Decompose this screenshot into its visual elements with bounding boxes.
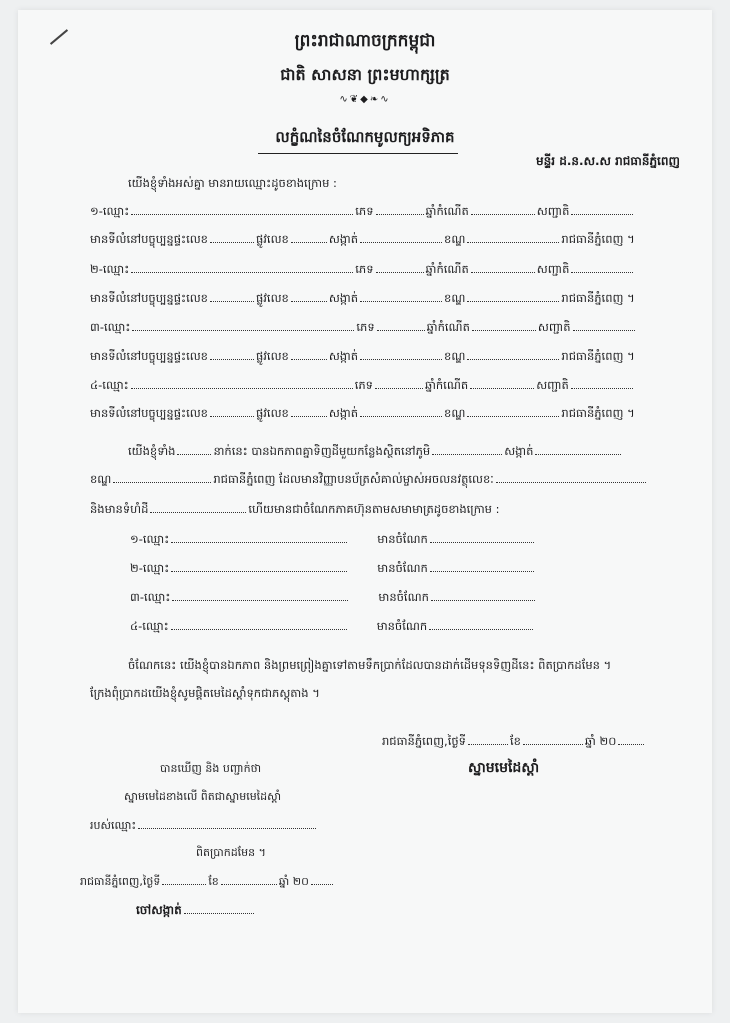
name-label: ៤-ឈ្មោះ [90, 378, 129, 392]
consent-line-1: ចំណែកនេះ យើងខ្ញុំបានឯកភាព និងព្រមព្រៀងគ្នាទៅតាមទឹកប្រាក់ដែលបានដាក់ដើមទុនទិញដីនេះ ពិតប្រាកដមែន ។ [128, 658, 612, 672]
khan-field[interactable] [467, 349, 559, 360]
house-number-label: មានទីលំនៅបច្ចុប្បន្នផ្ទះលេខ [90, 232, 208, 246]
certify-date-city: រាជធានីភ្នំពេញ,ថ្ងៃទី [80, 875, 161, 888]
form-code: មន្ទីរ ដ.ន.ស.ស រាជធានីភ្នំពេញ [536, 154, 680, 168]
nationality-field[interactable] [571, 262, 633, 273]
person-row [90, 378, 635, 395]
share-label: មានចំណែក [378, 590, 429, 604]
name-label: ២-ឈ្មោះ [130, 561, 170, 575]
clerk-signature-field[interactable] [184, 903, 254, 914]
city-label: រាជធានីភ្នំពេញ ។ [561, 406, 635, 420]
certificate-number-field[interactable] [496, 472, 646, 483]
clerk-row [136, 902, 256, 920]
city-label: រាជធានីភ្នំពេញ ។ [561, 291, 635, 305]
sex-field[interactable] [376, 204, 424, 215]
title-underline [258, 153, 458, 154]
birth-year-label: ឆ្នាំកំណើត [425, 204, 469, 218]
share-field[interactable] [429, 619, 533, 630]
house-number-field[interactable] [210, 349, 254, 360]
house-number-label: មានទីលំនៅបច្ចុប្បន្នផ្ទះលេខ [90, 406, 208, 420]
date-line [382, 734, 646, 751]
nationality-label: សញ្ជាតិ [536, 204, 570, 218]
name-field[interactable] [172, 590, 348, 601]
certify-month-field[interactable] [221, 874, 277, 885]
month-label: ខែ [509, 734, 521, 748]
khan-label: ខណ្ឌ [444, 406, 466, 420]
nationality-label: សញ្ជាតិ [537, 320, 571, 334]
birth-year-field[interactable] [471, 262, 535, 273]
name-field[interactable] [171, 619, 347, 630]
house-number-field[interactable] [210, 291, 254, 302]
year-field[interactable] [618, 734, 644, 745]
village-field[interactable] [432, 444, 502, 455]
certify-true-label: ពិតប្រាកដមែន ។ [196, 846, 266, 859]
house-number-label: មានទីលំនៅបច្ចុប្បន្នផ្ទះលេខ [90, 349, 208, 363]
share-text: ហើយមានជាចំណែកភាគហ៊ុនតាមសមាមាត្រដូចខាងក្រោម : [248, 502, 500, 516]
agreement-line-1 [128, 444, 623, 461]
street-label: ផ្លូវលេខ [255, 349, 289, 363]
sex-field[interactable] [376, 262, 424, 273]
street-field[interactable] [291, 232, 327, 243]
sangkat-label: សង្កាត់ [328, 406, 359, 420]
address-row [90, 291, 635, 308]
share-field[interactable] [430, 532, 534, 543]
document-title: លក្ខំណនៃចំណែកមូលក្យអទិភាគ [275, 128, 455, 146]
sangkat-label: សង្កាត់ [328, 349, 359, 363]
khan-field[interactable] [467, 291, 559, 302]
share-row [130, 532, 536, 549]
name-field[interactable] [171, 561, 347, 572]
agreement-line-3 [90, 502, 499, 519]
birth-year-field[interactable] [470, 378, 534, 389]
street-field[interactable] [291, 349, 327, 360]
name-field[interactable] [132, 320, 354, 331]
street-label: ផ្លូវលេខ [255, 406, 289, 420]
sangkat-field[interactable] [535, 444, 621, 455]
certify-day-field[interactable] [162, 874, 206, 885]
of-name-label: របស់ឈ្មោះ [90, 819, 137, 832]
khan-field[interactable] [467, 232, 559, 243]
birth-year-label: ឆ្នាំកំណើត [424, 378, 469, 392]
certify-name-field[interactable] [138, 818, 316, 829]
share-row [130, 619, 535, 636]
address-row [90, 406, 635, 423]
sangkat-label: សង្កាត់ [328, 232, 359, 246]
khan-label: ខណ្ឌ [444, 349, 466, 363]
name-label: ១-ឈ្មោះ [130, 532, 170, 546]
name-field[interactable] [131, 204, 353, 215]
certify-name-row [90, 818, 318, 835]
sangkat-field[interactable] [360, 232, 442, 243]
street-field[interactable] [291, 406, 327, 417]
intro-text: យើងខ្ញុំទាំងអស់គ្នា មានរាយឈ្មោះដូចខាងក្រោម : [128, 176, 337, 190]
nationality-label: សញ្ជាតិ [536, 378, 569, 392]
share-field[interactable] [431, 590, 535, 601]
street-label: ផ្លូវលេខ [255, 232, 289, 246]
sex-label: ភេទ [356, 320, 375, 334]
share-row [130, 561, 536, 578]
sex-field[interactable] [377, 320, 425, 331]
city-label: រាជធានីភ្នំពេញ ។ [561, 232, 635, 246]
khan-label: ខណ្ឌ [444, 232, 466, 246]
clerk-label: ចៅសង្កាត់ [136, 903, 182, 917]
count-field[interactable] [177, 444, 211, 455]
sangkat-field[interactable] [360, 349, 442, 360]
birth-year-label: ឆ្នាំកំណើត [425, 262, 469, 276]
birth-year-field[interactable] [472, 320, 536, 331]
share-label: មានចំណែក [377, 561, 428, 575]
house-number-label: មានទីលំនៅបច្ចុប្បន្នផ្ទះលេខ [90, 291, 208, 305]
name-field[interactable] [131, 378, 353, 389]
name-field[interactable] [171, 532, 347, 543]
khan-field[interactable] [467, 406, 559, 417]
nationality-field[interactable] [571, 204, 633, 215]
we-all-label: យើងខ្ញុំទាំង [128, 444, 176, 458]
agreement-line-2 [90, 472, 648, 489]
certify-fingerprint-text: ស្នាមមេដៃខាងលើ ពិតជាស្នាមមេដៃស្តាំ [124, 790, 282, 803]
nationality-label: សញ្ជាតិ [536, 262, 570, 276]
sangkat-field[interactable] [360, 291, 442, 302]
land-size-field[interactable] [150, 502, 246, 513]
year-label: ឆ្នាំ ២០ [584, 734, 617, 748]
sangkat-label: សង្កាត់ [328, 291, 359, 305]
name-field[interactable] [131, 262, 353, 273]
name-label: ៣-ឈ្មោះ [90, 320, 131, 334]
name-label: ៣-ឈ្មោះ [130, 590, 171, 604]
land-size-label: និងមានទំហំដី [90, 502, 149, 516]
sex-label: ភេទ [354, 378, 373, 392]
person-row [90, 262, 635, 279]
share-field[interactable] [430, 561, 534, 572]
certify-date-row [80, 874, 335, 891]
city-label: រាជធានីភ្នំពេញ ។ [561, 349, 635, 363]
certificate-text: រាជធានីភ្នំពេញ ដែលមានវិញ្ញាបនប័ត្រសំគាល់ម្ចាស់អចលនវត្ថុលេខៈ [213, 472, 494, 486]
house-number-field[interactable] [210, 232, 254, 243]
certify-seen-label: បានឃើញ និង បញ្ជាក់ថា [160, 762, 262, 775]
khan-label: ខណ្ឌ [90, 472, 112, 486]
person-row [90, 320, 637, 337]
right-thumbprint-title: ស្នាមមេដៃស្តាំ [468, 760, 540, 776]
khan-field[interactable] [113, 472, 211, 483]
consent-line-2: ក្រែងពុំប្រាកដយើងខ្ញុំសូមផ្តិតមេដៃស្តាំទុកជាភស្តុតាង ។ [90, 686, 320, 700]
header-ornament: ∿❦◆❧∿ [339, 94, 391, 105]
birth-year-field[interactable] [471, 204, 535, 215]
national-motto: ជាតិ សាសនា ព្រះមហាក្សត្រ [280, 65, 450, 84]
sex-field[interactable] [375, 378, 423, 389]
certify-month-label: ខែ [208, 875, 219, 888]
address-row [90, 232, 635, 249]
agreement-text: នាក់នេះ បានឯកភាពគ្នាទិញដីមួយកន្លែងស្ថិតនៅភូមិ [213, 444, 431, 458]
khan-label: ខណ្ឌ [444, 291, 466, 305]
share-row [130, 590, 537, 607]
address-row [90, 349, 635, 366]
street-label: ផ្លូវលេខ [255, 291, 289, 305]
day-field[interactable] [468, 734, 508, 745]
share-label: មានចំណែក [376, 619, 428, 633]
name-label: ៤-ឈ្មោះ [130, 619, 169, 633]
kingdom-header: ព្រះរាជាណាចក្រកម្ពុជា [294, 31, 436, 51]
street-field[interactable] [291, 291, 327, 302]
nationality-field[interactable] [571, 378, 633, 389]
sangkat-field[interactable] [360, 406, 442, 417]
person-row [90, 204, 635, 221]
sex-label: ភេទ [355, 204, 374, 218]
date-city-label: រាជធានីភ្នំពេញ,ថ្ងៃទី [382, 734, 466, 748]
sangkat-label: សង្កាត់ [504, 444, 534, 458]
birth-year-label: ឆ្នាំកំណើត [426, 320, 470, 334]
nationality-field[interactable] [573, 320, 635, 331]
share-label: មានចំណែក [377, 532, 428, 546]
month-field[interactable] [523, 734, 583, 745]
name-label: ២-ឈ្មោះ [90, 262, 130, 276]
house-number-field[interactable] [210, 406, 254, 417]
sex-label: ភេទ [355, 262, 374, 276]
certify-year-label: ឆ្នាំ ២០ [278, 875, 309, 888]
certify-year-field[interactable] [311, 874, 333, 885]
name-label: ១-ឈ្មោះ [90, 204, 130, 218]
